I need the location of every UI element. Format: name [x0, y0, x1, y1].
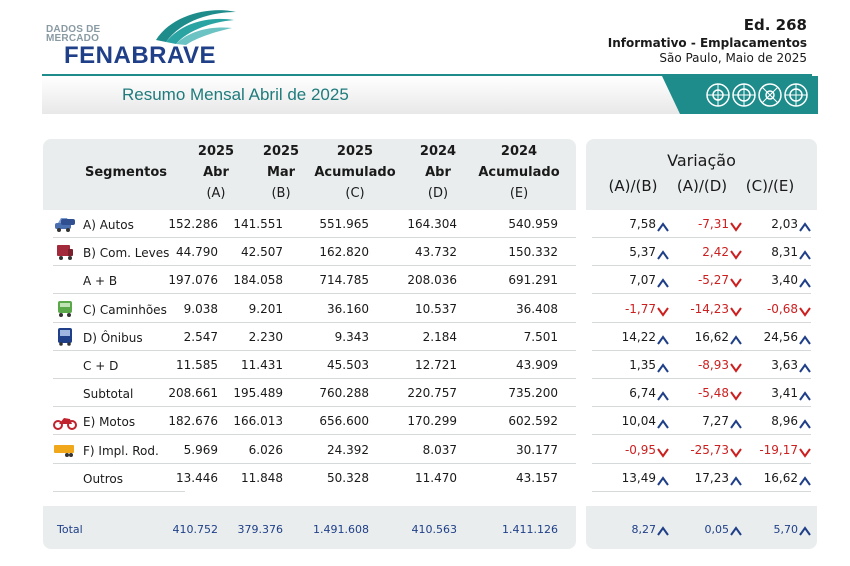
segment-label: Outros — [83, 471, 124, 486]
cell-value: 170.299 — [407, 414, 457, 429]
variation-value: 2,42 — [702, 245, 729, 260]
variation-value: 7,07 — [629, 273, 656, 288]
variation-row — [586, 351, 817, 379]
cell-value: 208.661 — [168, 386, 218, 401]
segments-table-panel — [43, 139, 576, 549]
arrow-up-icon — [657, 273, 669, 283]
logo-tagline — [46, 25, 100, 43]
table-row — [43, 379, 576, 407]
column-header-line: (A) — [206, 186, 226, 201]
table-row — [43, 295, 576, 323]
cell-value: 162.820 — [319, 245, 369, 260]
cell-value: 13.446 — [176, 470, 218, 485]
column-header — [408, 141, 468, 204]
segment-label: D) Ônibus — [83, 330, 143, 345]
cell-value: 166.013 — [233, 414, 283, 429]
cell-value: 540.959 — [508, 217, 558, 231]
variation-value: 24,56 — [763, 329, 798, 344]
logo-tagline-line2: MERCADO — [46, 33, 100, 44]
segment-label: C) Caminhões — [83, 302, 167, 317]
cell-value: 5.969 — [183, 442, 218, 457]
page-title: Resumo Mensal Abril de 2025 — [122, 85, 349, 104]
row-divider — [53, 491, 185, 492]
cell-value: 11.470 — [415, 470, 457, 485]
arrow-down-icon — [657, 302, 669, 312]
column-header-line: 2024 — [419, 144, 457, 159]
cell-value: 9.343 — [334, 329, 369, 344]
cell-value: 208.036 — [407, 273, 457, 288]
variation-column-header: (C)/(E) — [745, 177, 795, 195]
cell-value: 36.408 — [516, 301, 558, 316]
arrow-up-icon — [657, 217, 669, 227]
variation-value: 3,63 — [771, 358, 798, 372]
variation-value: 14,22 — [621, 329, 656, 344]
variation-value: 16,62 — [694, 329, 729, 344]
edition-number: Ed. 268 — [743, 16, 807, 34]
column-header-line: Acumulado — [314, 165, 396, 180]
cell-value: 7.501 — [523, 329, 558, 344]
variation-value: -19,17 — [759, 442, 798, 457]
segment-label: E) Motos — [83, 415, 136, 430]
column-header-line: Abr — [425, 165, 451, 180]
column-header-line: (C) — [345, 186, 365, 201]
table-row — [43, 407, 576, 435]
row-divider — [592, 491, 811, 492]
column-header-line: Abr — [203, 165, 229, 180]
arrow-down-icon — [799, 443, 811, 453]
column-header-line: 2025 — [197, 144, 235, 159]
cell-value: 2.547 — [183, 329, 218, 344]
variation-value: 16,62 — [763, 470, 798, 485]
variation-value: 5,37 — [629, 245, 656, 260]
cell-value: 43.157 — [516, 470, 558, 485]
cell-value: 43.732 — [415, 245, 457, 260]
variation-value: 3,40 — [771, 273, 798, 288]
variation-value: -7,31 — [697, 217, 729, 231]
total-variation-value: 8,27 — [631, 523, 656, 536]
table-row — [43, 238, 576, 266]
column-header — [474, 141, 564, 204]
truck-icon — [53, 299, 77, 319]
variation-value: -8,93 — [697, 358, 729, 372]
variation-row — [586, 238, 817, 266]
segment-label: B) Com. Leves — [83, 246, 170, 261]
variation-value: 3,41 — [771, 386, 798, 401]
table-row — [43, 436, 576, 464]
cell-value: 164.304 — [407, 217, 457, 231]
cell-value: 150.332 — [508, 245, 558, 260]
arrow-up-icon — [657, 414, 669, 424]
table-row — [43, 464, 576, 492]
cell-value: 2.184 — [422, 329, 457, 344]
motorcycle-icon — [53, 411, 77, 431]
variation-row — [586, 407, 817, 435]
variation-value: -5,27 — [697, 273, 729, 288]
cell-value: 182.676 — [168, 414, 218, 429]
total-variation-value: 5,70 — [773, 523, 798, 536]
cell-value: 24.392 — [327, 442, 369, 457]
table-row — [43, 351, 576, 379]
variation-row — [586, 464, 817, 492]
logo-brand: FENABRAVE — [64, 42, 217, 69]
arrow-up-icon — [657, 330, 669, 340]
column-header-line: (D) — [427, 186, 449, 201]
arrow-down-icon — [799, 302, 811, 312]
variation-value: 8,31 — [771, 245, 798, 260]
variation-value: -25,73 — [690, 442, 729, 457]
column-header-line: Acumulado — [478, 165, 560, 180]
segment-label: Subtotal — [83, 387, 134, 402]
variation-value: -14,23 — [690, 301, 729, 316]
cell-value: 141.551 — [233, 217, 283, 231]
cell-value: 43.909 — [516, 358, 558, 372]
variation-value: 10,04 — [621, 414, 656, 429]
total-variation-value: 0,05 — [704, 523, 729, 536]
cell-value: 10.537 — [415, 301, 457, 316]
cell-value: 11.585 — [176, 358, 218, 372]
variation-value: 8,96 — [771, 414, 798, 429]
table-row — [43, 210, 576, 238]
segments-header: Segmentos — [85, 165, 167, 180]
cell-value: 8.037 — [422, 442, 457, 457]
segment-label: C + D — [83, 359, 119, 373]
arrow-up-icon — [799, 358, 811, 368]
total-value: 1.491.608 — [313, 523, 369, 536]
cell-value: 691.291 — [508, 273, 558, 288]
cell-value: 45.503 — [327, 358, 369, 372]
variation-value: 13,49 — [621, 470, 656, 485]
logo-swoosh-icon — [152, 6, 238, 46]
variation-value: 7,27 — [702, 414, 729, 429]
light-truck-icon — [53, 242, 77, 262]
segment-label: A + B — [83, 274, 118, 289]
bus-icon — [53, 327, 77, 347]
variation-row — [586, 323, 817, 351]
report-subtitle: Informativo - Emplacamentos — [607, 36, 807, 50]
variation-value: 17,23 — [694, 470, 729, 485]
arrow-up-icon — [799, 414, 811, 424]
column-header-line: (B) — [271, 186, 291, 201]
variation-table-panel — [586, 139, 817, 549]
cell-value: 656.600 — [319, 414, 369, 429]
arrow-up-icon — [799, 386, 811, 396]
variation-value: 7,58 — [629, 217, 656, 231]
column-header-line: (E) — [509, 186, 529, 201]
variation-value: -1,77 — [624, 301, 656, 316]
logo-tagline-line1: DADOS DE — [46, 24, 101, 35]
variation-row — [586, 436, 817, 464]
arrow-up-icon — [799, 217, 811, 227]
cell-value: 6.026 — [248, 442, 283, 457]
variation-row — [586, 266, 817, 294]
wheels-decoration-icon — [662, 76, 818, 114]
variation-column-header: (A)/(D) — [676, 177, 728, 195]
cell-value: 12.721 — [415, 358, 457, 372]
trailer-icon — [53, 440, 77, 460]
variation-value: 2,03 — [771, 217, 798, 231]
arrow-up-icon — [657, 386, 669, 396]
arrow-up-icon — [657, 358, 669, 368]
variation-value: 1,35 — [629, 358, 656, 372]
report-location-date: São Paulo, Maio de 2025 — [659, 51, 807, 65]
column-header-line: 2025 — [336, 144, 374, 159]
cell-value: 11.431 — [241, 358, 283, 372]
arrow-up-icon — [799, 330, 811, 340]
cell-value: 42.507 — [241, 245, 283, 260]
total-value: 410.563 — [411, 523, 457, 536]
cell-value: 11.848 — [241, 470, 283, 485]
cell-value: 714.785 — [319, 273, 369, 288]
column-header-line: Mar — [266, 165, 296, 180]
cell-value: 735.200 — [508, 386, 558, 401]
variation-header: Variação — [667, 151, 736, 170]
column-header — [186, 141, 246, 204]
title-band — [42, 76, 818, 114]
arrow-up-icon — [657, 471, 669, 481]
cell-value: 36.160 — [327, 301, 369, 316]
arrow-up-icon — [657, 521, 669, 531]
arrow-down-icon — [657, 443, 669, 453]
cell-value: 551.965 — [319, 217, 369, 231]
fenabrave-logo — [44, 6, 244, 68]
cell-value: 152.286 — [168, 217, 218, 231]
total-label: Total — [57, 523, 83, 536]
column-header-line: 2025 — [262, 144, 300, 159]
total-value: 410.752 — [172, 523, 218, 536]
cell-value: 195.489 — [233, 386, 283, 401]
arrow-up-icon — [799, 245, 811, 255]
cell-value: 9.201 — [248, 301, 283, 316]
variation-row — [586, 210, 817, 238]
arrow-up-icon — [799, 471, 811, 481]
cell-value: 760.288 — [319, 386, 369, 401]
cell-value: 197.076 — [168, 273, 218, 288]
cell-value: 602.592 — [508, 414, 558, 429]
cell-value: 50.328 — [327, 470, 369, 485]
column-header-line: 2024 — [500, 144, 538, 159]
total-value: 379.376 — [237, 523, 283, 536]
variation-value: -0,95 — [624, 442, 656, 457]
arrow-up-icon — [799, 521, 811, 531]
column-header — [251, 141, 311, 204]
cell-value: 2.230 — [248, 329, 283, 344]
variation-value: -5,48 — [697, 386, 729, 401]
segment-label: A) Autos — [83, 218, 134, 232]
total-value: 1.411.126 — [502, 523, 558, 536]
variation-row — [586, 295, 817, 323]
table-row — [43, 323, 576, 351]
cell-value: 9.038 — [183, 301, 218, 316]
variation-value: 6,74 — [629, 386, 656, 401]
variation-value: -0,68 — [766, 301, 798, 316]
table-row — [43, 266, 576, 294]
cell-value: 184.058 — [233, 273, 283, 288]
arrow-up-icon — [657, 245, 669, 255]
variation-column-header: (A)/(B) — [608, 177, 658, 195]
cell-value: 220.757 — [407, 386, 457, 401]
arrow-up-icon — [799, 273, 811, 283]
cell-value: 44.790 — [176, 245, 218, 260]
cell-value: 30.177 — [516, 442, 558, 457]
segment-label: F) Impl. Rod. — [83, 443, 159, 458]
variation-row — [586, 379, 817, 407]
column-header — [310, 141, 400, 204]
car-icon — [53, 214, 77, 234]
